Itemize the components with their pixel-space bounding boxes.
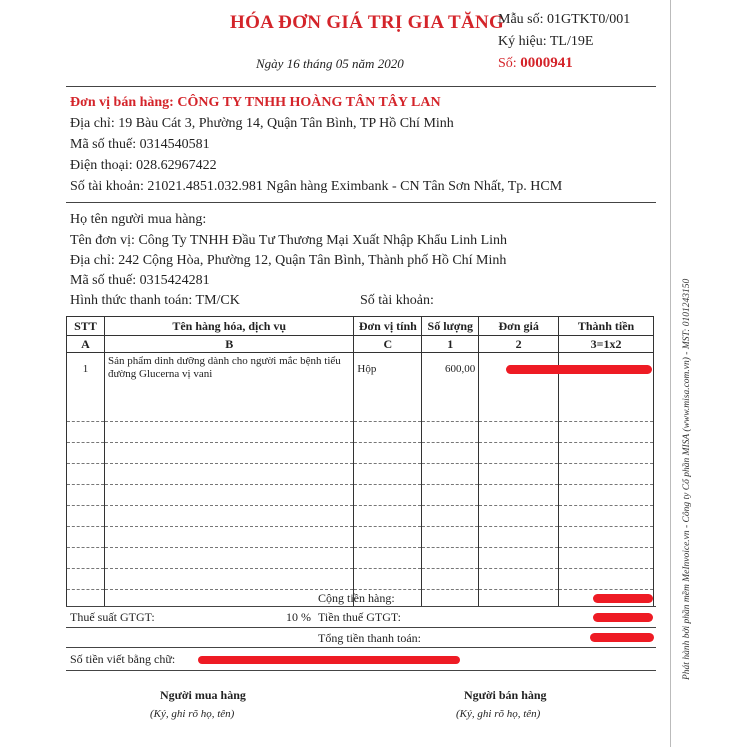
buyer-address: Địa chỉ: 242 Cộng Hòa, Phường 12, Quận Tân Bình, Thành phố Hồ Chí Minh [70, 253, 507, 268]
buyer-tax-code: Mã số thuế: 0315424281 [70, 273, 210, 288]
redaction-mark [506, 365, 652, 374]
redaction-mark [198, 656, 460, 664]
vat-rate-value: 10 % [286, 610, 311, 624]
redaction-mark [593, 594, 653, 603]
table-row [67, 401, 654, 422]
table-row [67, 548, 654, 569]
invoice-page [58, 0, 671, 747]
table-row [67, 485, 654, 506]
header-unit: Đơn vị tính [354, 317, 422, 336]
table-row [67, 569, 654, 590]
seller-phone: Điện thoại: 028.62967422 [70, 158, 217, 173]
words-divider [66, 670, 656, 671]
table-row [67, 464, 654, 485]
buyer-name-label: Họ tên người mua hàng: [70, 212, 207, 227]
header-stt: STT [67, 317, 105, 336]
invoice-number: Số: 0000941 [498, 55, 573, 71]
totals-divider [66, 606, 656, 607]
buyer-signature-title: Người mua hàng [160, 688, 246, 702]
table-row [67, 422, 654, 443]
vat-amount-label: Tiền thuế GTGT: [318, 610, 401, 624]
invoice-symbol: Ký hiệu: TL/19E [498, 34, 594, 49]
totals-divider [66, 627, 656, 628]
invoice-title: HÓA ĐƠN GIÁ TRỊ GIA TĂNG [230, 12, 505, 33]
seller-divider [66, 202, 656, 203]
table-letter-row: A B C 1 2 3=1x2 [67, 336, 654, 353]
table-row [67, 506, 654, 527]
seller-line: Đơn vị bán hàng: CÔNG TY TNHH HOÀNG TÂN TÂY LAN [70, 95, 441, 110]
header-amount: Thành tiền [559, 317, 654, 336]
buyer-account-label: Số tài khoản: [360, 293, 434, 308]
header-price: Đơn giá [479, 317, 559, 336]
table-row: 1 Sản phẩm dinh dưỡng dành cho người mắc bệnh tiểu đường Glucerna vị vani Hộp 600,00 [67, 353, 654, 402]
items-table [66, 316, 654, 607]
table-header-row [67, 317, 654, 336]
table-row [67, 443, 654, 464]
buyer-signature-note: (Ký, ghi rõ họ, tên) [150, 708, 235, 720]
form-number: Mẫu số: 01GTKT0/001 [498, 12, 631, 27]
total-label: Tổng tiền thanh toán: [318, 631, 421, 645]
redaction-mark [590, 633, 654, 642]
totals-divider [66, 647, 656, 648]
seller-signature-note: (Ký, ghi rõ họ, tên) [456, 708, 541, 720]
amount-in-words-label: Số tiền viết bằng chữ: [70, 652, 176, 666]
header-divider [66, 86, 656, 87]
seller-account: Số tài khoản: 21021.4851.032.981 Ngân hàng Eximbank - CN Tân Sơn Nhất, Tp. HCM [70, 179, 563, 194]
payment-method: Hình thức thanh toán: TM/CK [70, 293, 240, 308]
header-qty: Số lượng [422, 317, 479, 336]
table-row [67, 527, 654, 548]
seller-address: Địa chỉ: 19 Bàu Cát 3, Phường 14, Quận Tân Bình, TP Hồ Chí Minh [70, 116, 454, 131]
seller-signature-title: Người bán hàng [464, 688, 547, 702]
subtotal-label: Cộng tiền hàng: [318, 591, 395, 605]
seller-tax-code: Mã số thuế: 0314540581 [70, 137, 210, 152]
buyer-unit: Tên đơn vị: Công Ty TNHH Đầu Tư Thương Mại Xuất Nhập Khẩu Linh Linh [70, 233, 508, 248]
invoice-date: Ngày 16 tháng 05 năm 2020 [256, 56, 404, 71]
vat-rate-label: Thuế suất GTGT: [70, 610, 155, 624]
issuer-side-note: Phát hành bởi phần mềm MeInvoice.vn - Công ty Cổ phần MISA (www.misa.com.vn) - MST: 0101243150 [682, 278, 692, 680]
redaction-mark [593, 613, 653, 622]
header-goods: Tên hàng hóa, dịch vụ [104, 317, 353, 336]
